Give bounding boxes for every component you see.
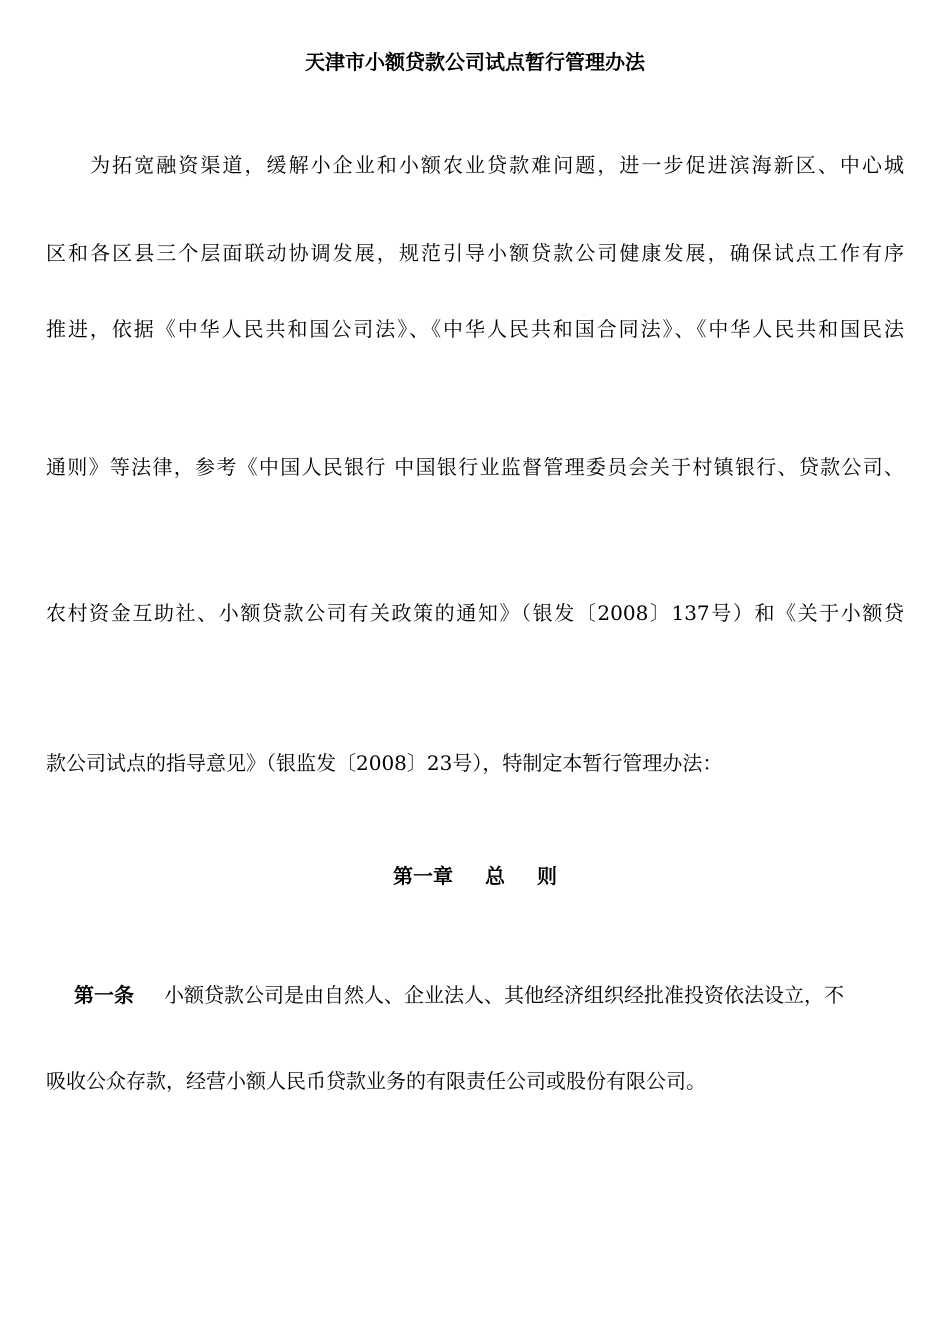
preamble-line-5: 农村资金互助社、小额贷款公司有关政策的通知》（银发〔2008〕137号）和《关于小额贷 [46, 601, 904, 625]
preamble-line-1: 为拓宽融资渠道，缓解小企业和小额农业贷款难问题，进一步促进滨海新区、中心城 [46, 153, 904, 177]
article-1-line-1 [46, 982, 904, 1008]
preamble-line-4: 通则》等法律，参考《中国人民银行 中国银行业监督管理委员会关于村镇银行、贷款公司、 [46, 455, 904, 479]
preamble-line-3: 推进，依据《中华人民共和国公司法》、《中华人民共和国合同法》、《中华人民共和国民法 [46, 317, 904, 341]
article-1-text-1: 小额贷款公司是由自然人、企业法人、其他经济组织经批准投资依法设立，不 [164, 983, 844, 1007]
preamble-line-2: 区和各区县三个层面联动协调发展，规范引导小额贷款公司健康发展，确保试点工作有序 [46, 241, 904, 265]
chapter-heading [0, 862, 950, 890]
chapter-name-part2: 则 [537, 864, 557, 888]
article-1-line-2: 吸收公众存款，经营小额人民币贷款业务的有限责任公司或股份有限公司。 [46, 1069, 706, 1093]
chapter-name-part1: 总 [485, 864, 505, 888]
article-1-label: 第一条 [74, 983, 134, 1007]
chapter-number: 第一章 [393, 864, 453, 888]
preamble-line-6: 款公司试点的指导意见》（银监发〔2008〕23号），特制定本暂行管理办法： [46, 751, 723, 775]
document-title: 天津市小额贷款公司试点暂行管理办法 [305, 50, 645, 74]
